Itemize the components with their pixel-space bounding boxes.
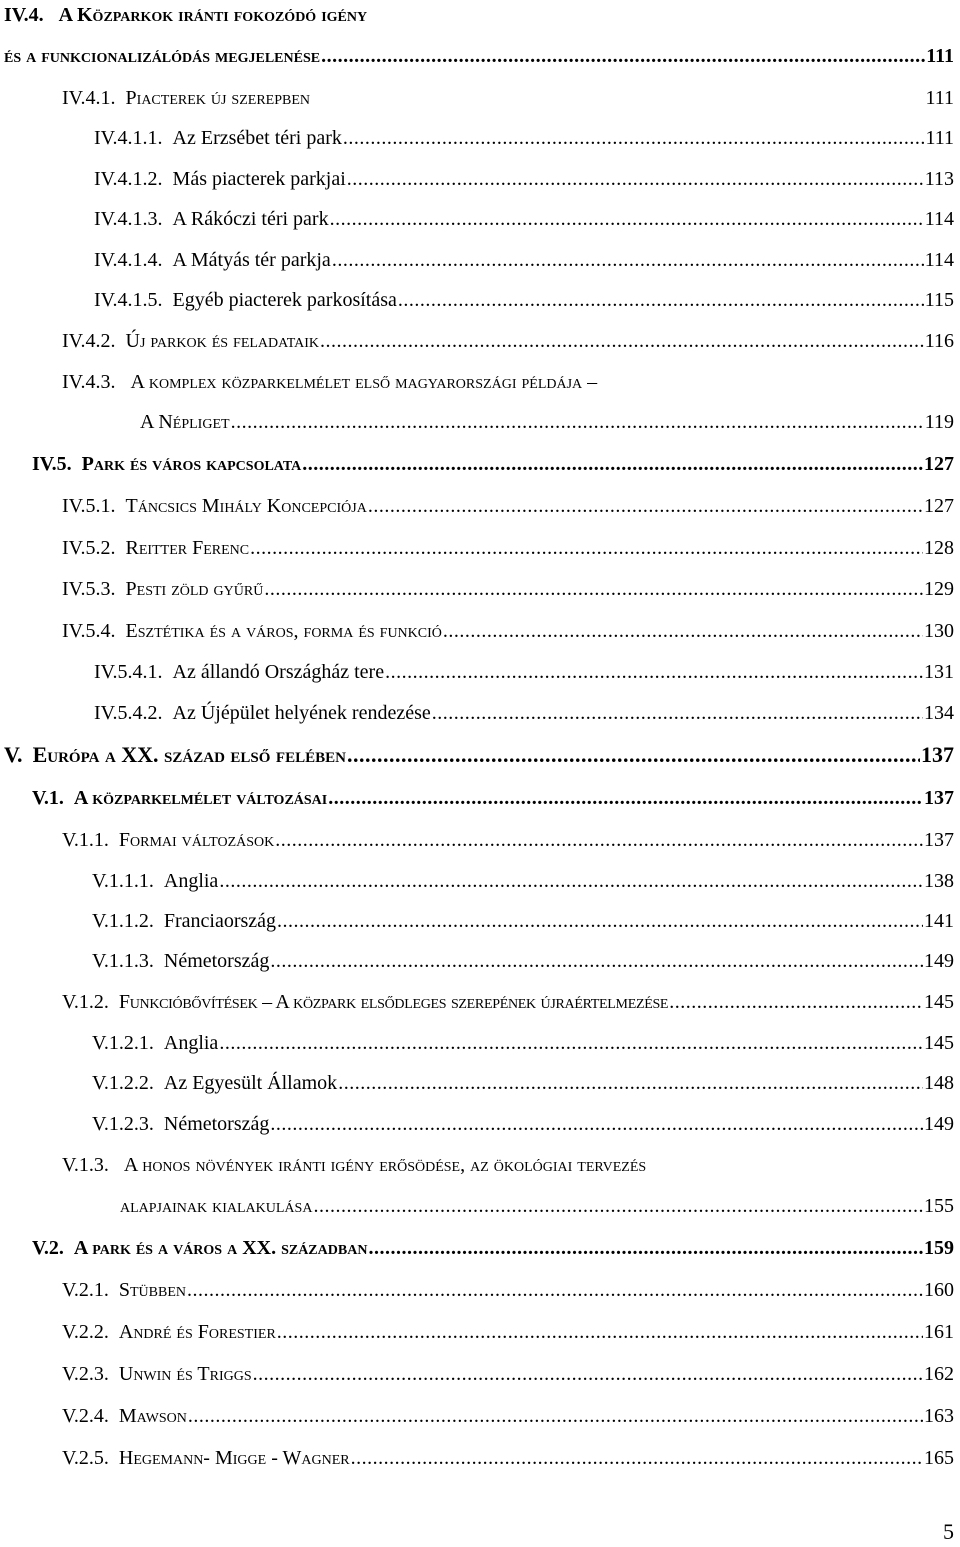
toc-entry [62,494,954,518]
toc-entry-title: Funkcióbővítések – A közpark elsődleges szerepének újraértelmezése [118,991,669,1013]
dot-leader [302,452,923,476]
dot-leader [320,329,924,353]
dot-leader [328,786,923,810]
toc-entry-number: V.2.1. [62,1279,109,1301]
toc-entry-page: 149 [924,1113,954,1135]
dot-leader [275,828,923,852]
toc-entry-number: IV.4. [4,4,44,26]
toc-entry-page: 111 [925,127,954,149]
toc-entry-title: A közparkelmélet változásai [73,787,328,809]
toc-entry [32,452,954,476]
toc-entry-title: Esztétika és a város, forma és funkció [125,620,442,642]
toc-entry-title: A Mátyás tér parkja [172,249,331,271]
toc-entry [62,1153,646,1177]
toc-entry-number: IV.5.3. [62,578,116,600]
dot-leader [219,869,923,893]
toc-entry [62,828,954,852]
dot-leader [270,949,923,973]
toc-entry [140,410,954,434]
toc-entry-title: Pesti zöld gyűrű [125,578,264,600]
toc-entry-title: és a funkcionalizálódás megjelenése [4,45,321,67]
dot-leader [669,990,923,1014]
toc-entry-page: 162 [924,1363,954,1385]
dot-leader [332,248,924,272]
toc-entry-title: Az Egyesült Államok [163,1072,338,1094]
toc-entry-number: IV.4.1.1. [94,127,163,149]
toc-entry-title: Stübben [118,1279,186,1301]
toc-entry [62,1320,954,1344]
toc-entry-page: 145 [924,1032,954,1054]
toc-entry [94,248,954,272]
toc-entry-title: A Közparkok iránti fokozódó igény [58,4,368,26]
toc-entry-number: V.1.1.3. [92,950,154,972]
toc-entry-title: A honos növények iránti igény erősödése, az ökológiai tervezés [123,1154,647,1176]
toc-entry-number: V.1.2.1. [92,1032,154,1054]
toc-entry [4,743,954,767]
toc-entry-page: 131 [924,661,954,683]
toc-entry-title: A komplex közparkelmélet első magyarországi példája – [130,371,598,393]
toc-entry-page: 160 [924,1279,954,1301]
dot-leader [432,701,923,725]
toc-entry-page: 111 [926,45,954,67]
toc-entry-page: 137 [924,829,954,851]
toc-entry-page: 114 [924,208,954,230]
toc-entry [62,370,597,394]
dot-leader [264,577,923,601]
toc-entry-number: IV.4.1.3. [94,208,163,230]
dot-leader [398,288,924,312]
toc-entry-title: Táncsics Mihály Koncepciója [125,495,367,517]
toc-entry-page: 116 [924,330,954,352]
toc-entry-page: 137 [921,742,954,767]
dot-leader [385,660,923,684]
toc-entry [94,167,954,191]
toc-entry-number: V.1.3. [62,1154,109,1176]
toc-entry [92,909,954,933]
toc-entry-page: 134 [924,702,954,724]
dot-leader [321,44,925,68]
toc-entry-page: 113 [924,168,954,190]
toc-entry [94,126,954,150]
toc-entry-page: 161 [924,1321,954,1343]
toc-entry-page: 141 [924,910,954,932]
toc-entry-title: André és Forestier [118,1321,276,1343]
toc-entry-number: V.1.2.3. [92,1113,154,1135]
dot-leader [187,1278,923,1302]
dot-leader [347,743,920,767]
toc-entry-title: Németország [163,1113,270,1135]
toc-entry-title: Új parkok és feladataik [125,330,320,352]
dot-leader [277,909,923,933]
toc-entry-title: Reitter Ferenc [125,537,250,559]
toc-entry-page: 145 [924,991,954,1013]
toc-entry [62,619,954,643]
toc-entry [4,3,367,27]
toc-entry-page: 155 [924,1195,954,1217]
toc-entry [4,44,954,68]
toc-entry-title: Európa a XX. század első felében [32,742,346,767]
toc-entry-page: 111 [925,87,954,109]
toc-entry-page: 127 [924,495,954,517]
toc-entry-title: Az állandó Országház tere [172,661,385,683]
toc-entry-title: Az Erzsébet téri park [172,127,342,149]
toc-entry-number: V.2.2. [62,1321,109,1343]
toc-entry [92,1031,954,1055]
toc-entry [94,288,954,312]
dot-leader [313,1194,923,1218]
toc-entry-title: Más piacterek parkjai [172,168,346,190]
toc-entry-number: V.2.4. [62,1405,109,1427]
toc-entry [62,86,954,110]
toc-entry [94,701,954,725]
toc-entry-number: V.1.2.2. [92,1072,154,1094]
toc-entry-page: 130 [924,620,954,642]
toc-entry-title: alapjainak kialakulása [120,1195,313,1217]
toc-entry-title: Anglia [163,1032,219,1054]
toc-entry [62,577,954,601]
toc-entry-number: V.2.5. [62,1447,109,1469]
toc-entry-title: Az Újépület helyének rendezése [172,702,431,724]
toc-entry [32,1236,954,1260]
toc-entry-page: 114 [924,249,954,271]
toc-entry-title: Piacterek új szerepben [125,87,310,109]
dot-leader [347,167,924,191]
toc-entry [92,1071,954,1095]
toc-entry-number: IV.5.4.2. [94,702,163,724]
toc-entry [92,949,954,973]
toc-entry [120,1194,954,1218]
toc-entry-number: V.1.1. [62,829,109,851]
toc-entry-number: V.1.2. [62,991,109,1013]
dot-leader [368,494,923,518]
toc-entry-page: 138 [924,870,954,892]
toc-entry-number: V.2.3. [62,1363,109,1385]
toc-entry-page: 119 [924,411,954,433]
toc-entry-title: A Rákóczi téri park [172,208,329,230]
toc-entry-number: V.2. [32,1237,64,1259]
dot-leader [330,207,924,231]
toc-entry-title: Formai változások [118,829,275,851]
toc-entry-page: 127 [924,453,954,475]
toc-entry-title: Hegemann- Migge - Wagner [118,1447,350,1469]
dot-leader [219,1031,923,1055]
page-number: 5 [943,1519,954,1544]
toc-entry-number: IV.5.4.1. [94,661,163,683]
toc-entry [94,207,954,231]
toc-entry-number: V.1. [32,787,64,809]
toc-entry-title: Németország [163,950,270,972]
toc-entry-title: Park és város kapcsolata [81,453,302,475]
dot-leader [338,1071,923,1095]
toc-entry-title: Mawson [118,1405,187,1427]
dot-leader [351,1446,923,1470]
dot-leader [231,410,924,434]
toc-entry-page: 149 [924,950,954,972]
dot-leader [270,1112,923,1136]
dot-leader [277,1320,923,1344]
toc-entry-page: 163 [924,1405,954,1427]
toc-entry-page: 159 [924,1237,954,1259]
toc-entry-number: IV.5.4. [62,620,116,642]
toc-entry-title: Anglia [163,870,219,892]
toc-entry-number: V.1.1.1. [92,870,154,892]
toc-entry [62,329,954,353]
toc-entry-number: IV.5.1. [62,495,116,517]
toc-entry [92,869,954,893]
toc-entry-page: 137 [924,787,954,809]
toc-entry [62,1278,954,1302]
toc-entry-number: IV.5. [32,453,72,475]
toc-entry-number: IV.4.1.2. [94,168,163,190]
toc-entry-number: IV.4.2. [62,330,116,352]
toc-entry-number: IV.4.1.5. [94,289,163,311]
toc-entry [92,1112,954,1136]
toc-entry-number: IV.5.2. [62,537,116,559]
toc-entry [62,536,954,560]
toc-entry-page: 128 [924,537,954,559]
dot-leader [343,126,925,150]
toc-entry [62,1404,954,1428]
dot-leader [368,1236,923,1260]
toc-entry-title: Egyéb piacterek parkosítása [172,289,397,311]
toc-entry-number: V. [4,742,23,767]
toc-entry-title: Franciaország [163,910,277,932]
toc-entry-page: 115 [924,289,954,311]
toc-entry-page: 129 [924,578,954,600]
toc-entry-number: IV.4.3. [62,371,116,393]
dot-leader [253,1362,923,1386]
toc-entry-title: A park és a város a XX. században [73,1237,368,1259]
toc-entry-number: IV.4.1. [62,87,116,109]
toc-entry [62,1446,954,1470]
dot-leader [250,536,923,560]
toc-entry-title: A Népliget [140,411,230,433]
toc-entry-title: Unwin és Triggs [118,1363,252,1385]
toc-entry [94,660,954,684]
toc-entry [62,1362,954,1386]
toc-entry-page: 165 [924,1447,954,1469]
dot-leader [443,619,923,643]
toc-entry-number: V.1.1.2. [92,910,154,932]
toc-entry [62,990,954,1014]
toc-entry-page: 148 [924,1072,954,1094]
dot-leader [188,1404,923,1428]
toc-entry-number: IV.4.1.4. [94,249,163,271]
toc-entry [32,786,954,810]
